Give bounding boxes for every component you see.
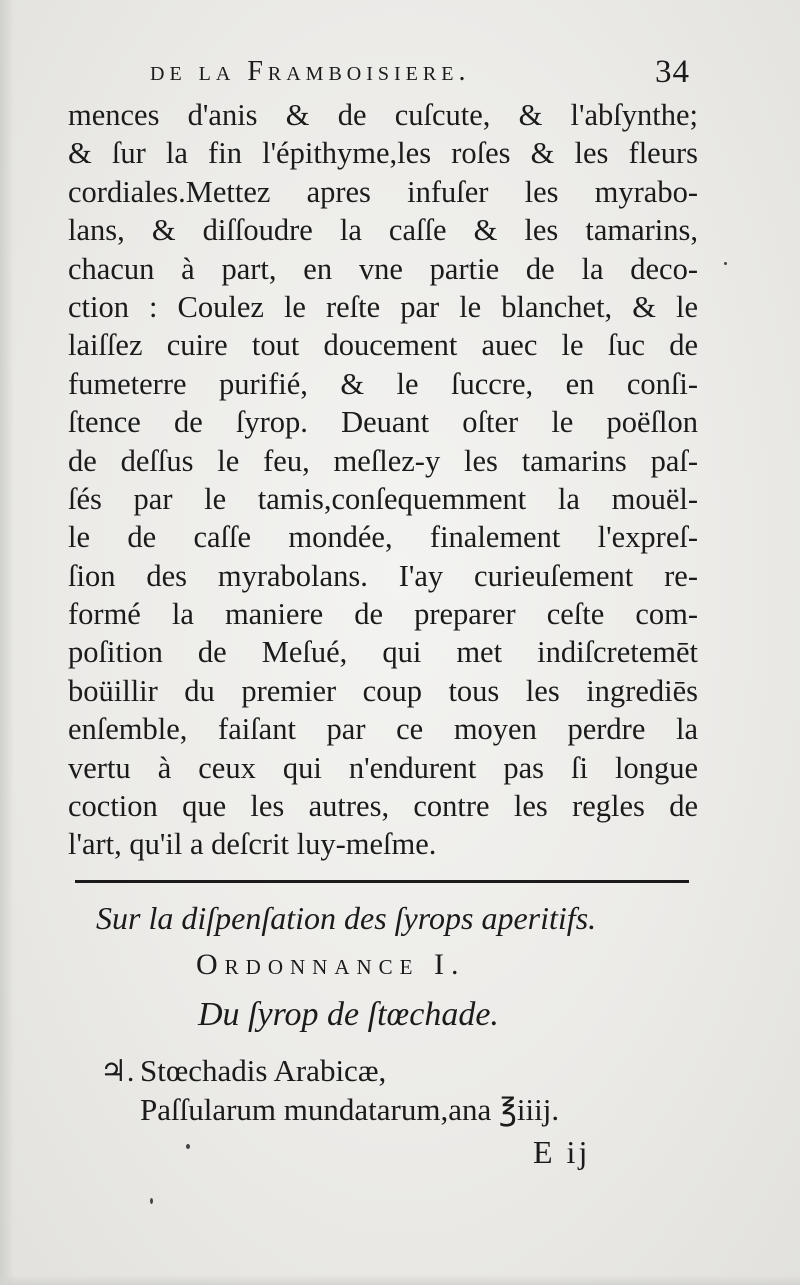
text-line: ſion des myrabolans. I'ay curieuſement re- <box>68 558 698 593</box>
text-line: l'art, qu'il a deſcrit luy-meſme. <box>68 827 437 862</box>
text-line: ſés par le tamis,conſequemment la mouël- <box>68 481 698 516</box>
recipe-line: Paſſularum mundatarum,ana ℥iiij. <box>140 1092 560 1127</box>
ink-speck <box>186 1144 190 1149</box>
page-bottom-shadow <box>0 1275 800 1285</box>
recipe-ingredient: Stœchadis Arabicæ, <box>140 1053 387 1088</box>
text-line: ſtence de ſyrop. Deuant oſter le poëſlon <box>68 405 698 440</box>
ink-speck <box>724 262 727 265</box>
running-title: de la Framboisiere. <box>150 56 471 87</box>
text-line: fumeterre purifié, & le ſuccre, en conſi- <box>68 366 698 401</box>
section-title: Sur la diſpenſation des ſyrops aperitifs. <box>96 900 597 936</box>
recipe-block <box>100 1052 700 1129</box>
ink-speck <box>150 1198 153 1204</box>
page-header <box>150 52 690 96</box>
text-line: mences d'anis & de cuſcute, & l'abſynthe; <box>68 98 698 132</box>
recipe-subtitle: Du ſyrop de ſtœchade. <box>198 996 499 1033</box>
text-line: de deſſus le feu, meſlez-y les tamarins paſ- <box>68 443 698 478</box>
text-line: cordiales.Mettez apres infuſer les myrabo- <box>68 174 698 209</box>
text-line: laiſſez cuire tout doucement auec le ſuc de <box>68 328 698 363</box>
recipe-line <box>100 1052 700 1091</box>
text-line: chacun à part, en vne partie de la deco- <box>68 251 698 286</box>
text-line: coction que les autres, contre les regles de <box>68 789 698 824</box>
body-text <box>68 96 698 864</box>
text-line: enſemble, faiſant par ce moyen perdre la <box>68 712 698 747</box>
text-line: ction : Coulez le reſte par le blanchet, & le <box>68 289 698 324</box>
text-line: boüillir du premier coup tous les ingrediēs <box>68 673 698 708</box>
text-line: lans, & diſſoudre la caſſe & les tamarins, <box>68 213 698 248</box>
text-line: le de caſſe mondée, finalement l'expreſ- <box>68 520 698 555</box>
recipe-symbol-icon: ♃. <box>100 1055 135 1088</box>
text-line: poſition de Meſué, qui met indiſcretemēt <box>68 635 698 670</box>
text-line: & ſur la fin l'épithyme,les roſes & les fleurs <box>68 136 698 171</box>
text-line: vertu à ceux qui n'endurent pas ſi longue <box>68 750 698 785</box>
page-number: 34 <box>655 54 690 90</box>
page-edge-shadow <box>0 0 14 1285</box>
signature-mark: E ij <box>533 1134 591 1170</box>
section-divider <box>75 880 689 883</box>
text-line: formé la maniere de preparer ceſte com- <box>68 597 698 632</box>
ordonnance-heading: Ordonnance I. <box>196 948 466 981</box>
